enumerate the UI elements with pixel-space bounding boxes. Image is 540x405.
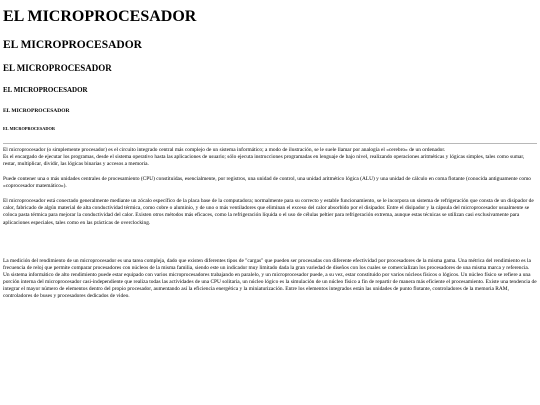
- heading-level-4: EL MICROPROCESADOR: [3, 86, 88, 95]
- horizontal-divider: [3, 143, 537, 144]
- heading-level-1: EL MICROPROCESADOR: [3, 8, 197, 25]
- paragraph-cooling: El microprocesador está conectado generalmente mediante un zócalo específico de la placa base de la computadora; normalmente para su correcto y estable funcionamiento, se le incorpora un sistema de refrigeración que consta de un disipador de calor, fabricado de algún material de alta conductividad térmica, como cobre o aluminio, y de uno o más ventiladores que eliminan el exceso del calor absorbido por el disipador. Entre el disipador y la cápsula del microprocesador usualmente se coloca pasta térmica para mejorar la conductividad del calor. Existen otros métodos más eficaces, como la refrigeración líquida o el uso de células peltier para refrigeración extrema, aunque estas técnicas se utilizan casi exclusivamente para aplicaciones especiales, tales como en las prácticas de overclocking.: [3, 198, 534, 226]
- heading-level-6: EL MICROPROCESADOR: [3, 125, 55, 131]
- heading-level-2: EL MICROPROCESADOR: [3, 38, 142, 51]
- heading-level-5: EL MICROPROCESADOR: [3, 107, 70, 114]
- heading-level-3: EL MICROPROCESADOR: [3, 63, 112, 74]
- paragraph-function: Es el encargado de ejecutar los programas, desde el sistema operativo hasta las aplicaciones de usuario; sólo ejecuta instrucciones programadas en lenguaje de bajo nivel, realizando operaciones aritméticas y lógicas simples, tales como sumar, restar, multiplicar, dividir, las lógicas binarias y accesos a memoria.: [3, 153, 525, 167]
- paragraph-performance: La medición del rendimiento de un microprocesador es una tarea compleja, dado que existen diferentes tipos de "cargas" que pueden ser procesadas con diferente efectividad por procesadores de la misma gama. Una métrica del rendimiento es la frecuencia de reloj que permite comparar procesadores con núcleos de la misma familia, siendo este un indicador muy limitado dada la gran variedad de diseños con los cuales se comercializan los procesadores de una misma marca y referencia. Un sistema informático de alto rendimiento puede estar equipado con varios microprocesadores trabajando en paralelo, y un microprocesador puede, a su vez, estar constituido por varios núcleos físicos o lógicos. Un núcleo físico se refiere a una porción interna del microprocesador casi-independiente que realiza todas las actividades de una CPU solitaria, un núcleo lógico es la simulación de un núcleo físico a fin de repartir de manera más eficiente el procesamiento. Existe una tendencia de integrar el mayor número de elementos dentro del propio procesador, aumentando así la eficiencia energética y la miniaturización. Entre los elementos integrados están las unidades de punto flotante, controladores de la memoria RAM, controladores de buses y procesadores dedicados de video.: [3, 257, 537, 300]
- paragraph-definition: El microprocesador (o simplemente procesador) es el circuito integrado central más complejo de un sistema informático; a modo de ilustración, se le suele llamar por analogía el «cerebro» de un ordenador.: [3, 146, 446, 153]
- paragraph-cpu-units: Puede contener una o más unidades centrales de procesamiento (CPU) constituidas, esencialmente, por registros, una unidad de control, una unidad aritmético lógica (ALU) y una unidad de cálculo en coma flotante (conocida antiguamente como «coprocesador matemático»).: [3, 175, 531, 190]
